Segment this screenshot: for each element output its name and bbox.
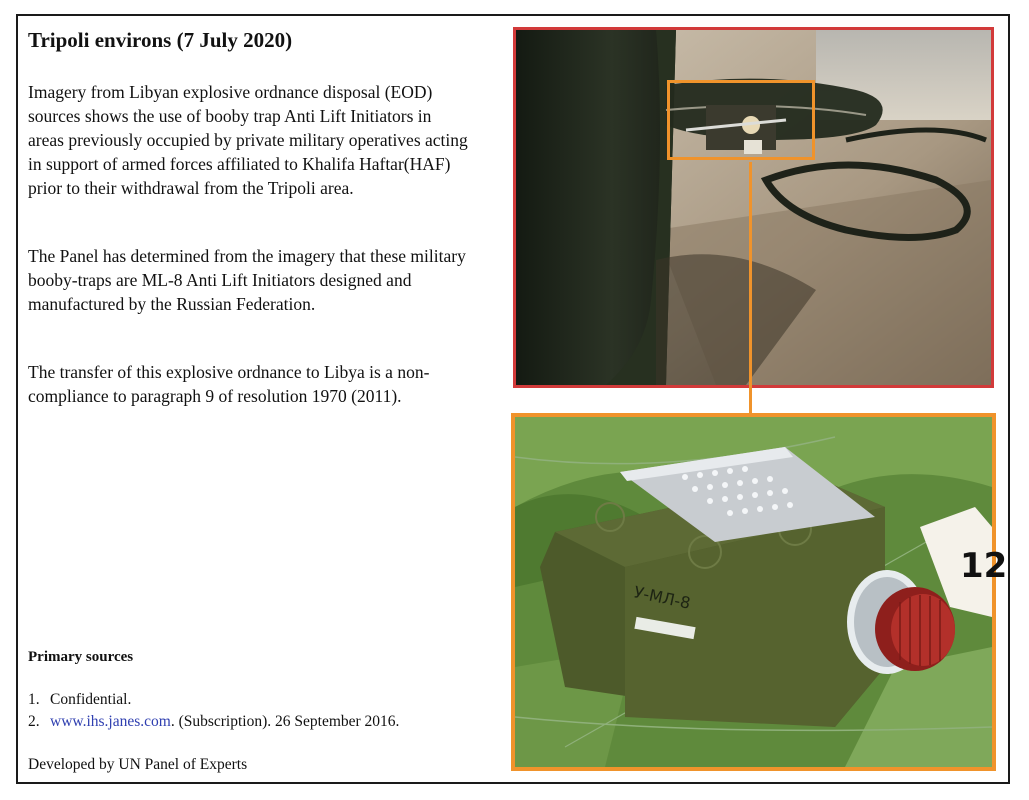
paragraph-non-compliance: The transfer of this explosive ordnance to Libya is a non-compliance to paragraph 9 of resolution 1970 (2011). (28, 362, 430, 406)
device-photo (511, 413, 1008, 771)
paragraph-imagery: Imagery from Libyan explosive ordnance disposal (EOD) sources shows the use of booby trap Anti Lift Initiators in areas previously occupied by private military operatives acting in support of armed forces affiliated to Khalifa Haftar(HAF) prior to their withdrawal from the Tripoli area. (28, 82, 468, 198)
device-marking-label: У-МЛ-8 (632, 582, 693, 613)
source-text: Confidential. (50, 691, 132, 708)
callout-connector-line (749, 162, 752, 414)
janes-link[interactable]: www.ihs.janes.com (50, 713, 171, 730)
source-item (28, 689, 399, 711)
source-text: . (Subscription). 26 September 2016. (170, 713, 400, 730)
footer-credit: Developed by UN Panel of Experts (28, 756, 248, 773)
paragraph-determination: The Panel has determined from the imagery that these military booby-traps are ML-8 Anti Lift Initiators designed and manufactured by the Russian Federation. (28, 246, 466, 314)
source-number: 1. (28, 691, 40, 708)
detail-highlight-box (667, 80, 815, 160)
source-item (28, 711, 399, 733)
device-photo-image (515, 417, 1008, 767)
source-number: 2. (28, 713, 40, 730)
page-title: Tripoli environs (7 July 2020) (28, 28, 293, 52)
evidence-tag-number: 12 (960, 546, 1008, 586)
sources-list (28, 689, 399, 733)
sources-heading: Primary sources (28, 649, 134, 665)
